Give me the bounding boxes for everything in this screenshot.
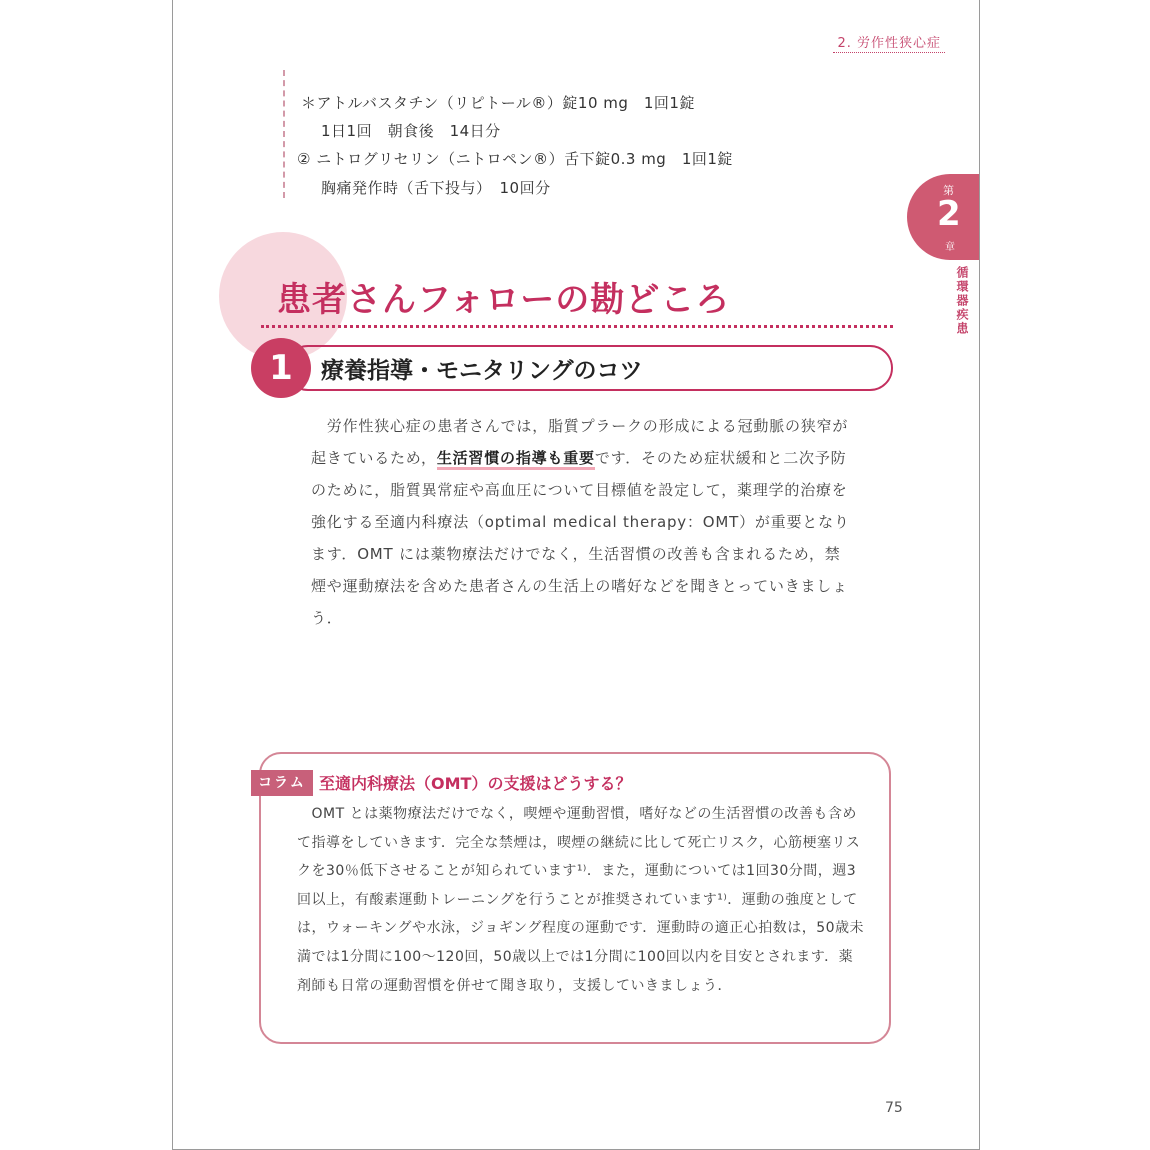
prescription-line-4: 胸痛発作時（舌下投与） 10回分	[321, 179, 551, 197]
column-title: 至適内科療法（OMT）の支援はどうする？	[319, 774, 632, 793]
prescription-line-2: 1日1回 朝食後 14日分	[321, 122, 501, 140]
subsection-number-badge: 1	[251, 338, 311, 398]
chapter-side-label: 循環器疾患	[955, 266, 969, 336]
column-label: コラム	[251, 770, 313, 796]
page-number: 75	[885, 1100, 903, 1116]
subsection-title: 療養指導・モニタリングのコツ	[321, 358, 643, 384]
section-title: 患者さんフォローの勘どころ	[277, 280, 731, 320]
section-dotted-rule	[261, 325, 893, 328]
body-text-part-1: 労作性狭心症の患者さんでは，脂質プラークの形成による冠動脈の狭窄が起きているため，	[311, 417, 849, 467]
prescription-line-3: ② ニトログリセリン（ニトロペン®）舌下錠0.3 mg 1回1錠	[297, 150, 733, 168]
prescription-line-1: ＊アトルバスタチン（リピトール®）錠10 mg 1回1錠	[301, 94, 695, 112]
chapter-tab-sho: 章	[945, 242, 955, 253]
chapter-tab-dai: 第	[943, 184, 954, 197]
prescription-dashed-rule	[283, 70, 285, 198]
running-head-underline	[833, 52, 945, 53]
book-page	[172, 0, 980, 1150]
running-head: 2. 労作性狭心症	[837, 36, 941, 51]
chapter-tab	[907, 174, 979, 260]
chapter-number: 2	[937, 194, 961, 234]
column-text: OMT とは薬物療法だけでなく，喫煙や運動習慣，嗜好などの生活習慣の改善も含めて指導をしていきます．完全な禁煙は，喫煙の継続に比して死亡リスク，心筋梗塞リスクを30％低下させることが知られています¹⁾．また，運動については1回30分間，週3回以上，有酸素運動トレーニングを行うことが推奨されています¹⁾．運動の強度としては，ウォーキングや水泳，ジョギング程度の運動です．運動時の適正心拍数は，50歳未満では1分間に100〜120回，50歳以上では1分間に100回以内を目安とされます．薬剤師も日常の運動習慣を併せて聞き取り，支援していきましょう．	[297, 806, 865, 994]
body-paragraph	[311, 410, 851, 634]
body-text-part-2: です．そのため症状緩和と二次予防のために，脂質異常症や高血圧について目標値を設定して，薬理学的治療を強化する至適内科療法（optimal medical therapy：OMT）が重要となります．OMT には薬物療法だけでなく，生活習慣の改善も含まれるため，禁煙や運動療法を含めた患者さんの生活上の嗜好などを聞きとっていきましょう．	[311, 449, 850, 627]
body-highlight: 生活習慣の指導も重要	[437, 449, 595, 470]
